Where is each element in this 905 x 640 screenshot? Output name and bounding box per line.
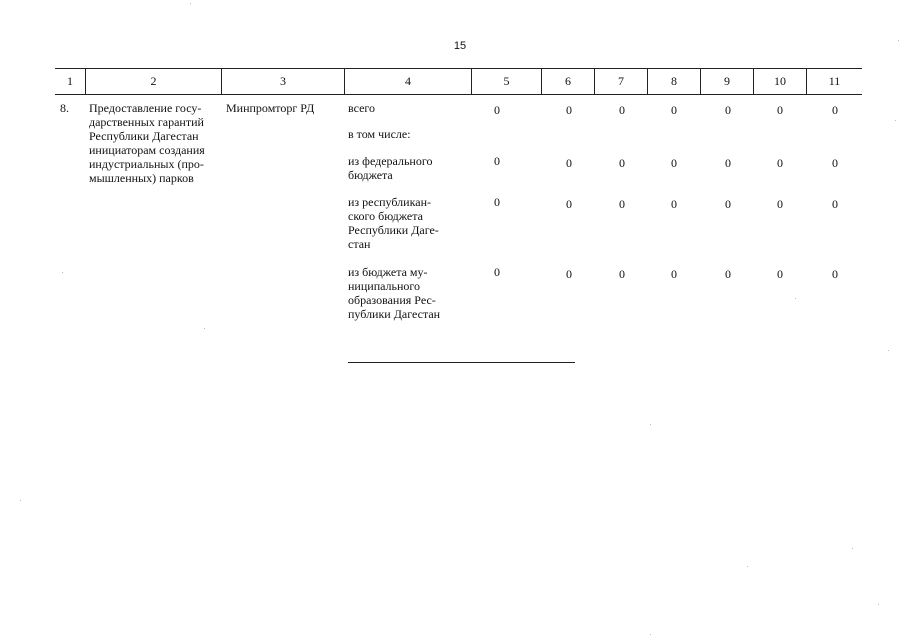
end-of-table-rule — [348, 362, 575, 363]
value-cell: 0 — [619, 103, 625, 117]
funding-source-label: из федерального — [348, 154, 433, 168]
funding-source-label: всего — [348, 101, 376, 115]
measure-name-line: индустриальных (про- — [89, 157, 204, 171]
measure-name-line: дарственных гарантий — [89, 115, 204, 129]
measure-name-line: Республики Дагестан — [89, 129, 199, 143]
value-cell: 0 — [494, 154, 500, 168]
value-cell: 0 — [725, 267, 731, 281]
value-cell: 0 — [725, 197, 731, 211]
value-cell: 0 — [494, 265, 500, 279]
value-cell: 0 — [832, 156, 838, 170]
funding-source-label: из республикан- — [348, 195, 431, 209]
measure-name-line: Предоставление госу- — [89, 101, 202, 115]
value-cell: 0 — [671, 103, 677, 117]
funding-source-label: бюджета — [348, 168, 393, 182]
value-cell: 0 — [777, 103, 783, 117]
column-header-10: 10 — [774, 74, 786, 88]
value-cell: 0 — [832, 103, 838, 117]
scan-speck — [898, 40, 899, 41]
funding-source-label: в том числе: — [348, 127, 411, 141]
column-header-11: 11 — [828, 74, 841, 88]
row-number: 8. — [60, 101, 69, 115]
funding-source-label: стан — [348, 237, 371, 251]
column-header-7: 7 — [618, 74, 624, 88]
table-header-row — [55, 68, 862, 95]
executor-cell: Минпромторг РД — [226, 101, 315, 115]
funding-source-label: из бюджета му- — [348, 265, 428, 279]
funding-source-label: Республики Даге- — [348, 223, 439, 237]
value-cell: 0 — [619, 267, 625, 281]
column-header-9: 9 — [724, 74, 730, 88]
value-cell: 0 — [671, 156, 677, 170]
column-header-4: 4 — [405, 74, 411, 88]
column-header-1: 1 — [67, 74, 73, 88]
column-header-5: 5 — [503, 74, 510, 88]
value-cell: 0 — [494, 195, 500, 209]
scan-speck — [650, 634, 651, 635]
scan-speck — [852, 548, 853, 549]
value-cell: 0 — [832, 267, 838, 281]
scan-speck — [20, 500, 21, 501]
value-cell: 0 — [566, 103, 572, 117]
value-cell: 0 — [619, 156, 625, 170]
scan-speck — [795, 298, 796, 299]
value-cell: 0 — [777, 267, 783, 281]
value-cell: 0 — [725, 156, 731, 170]
value-cell: 0 — [777, 156, 783, 170]
page-number: 15 — [453, 40, 467, 52]
value-cell: 0 — [671, 267, 677, 281]
scan-speck — [650, 424, 651, 425]
funding-source-label: ниципального — [348, 279, 421, 293]
measure-name-line: инициаторам создания — [89, 143, 205, 157]
column-header-6: 6 — [565, 74, 571, 88]
scan-speck — [895, 120, 896, 121]
column-header-3: 3 — [280, 74, 286, 88]
scan-speck — [888, 350, 889, 351]
funding-source-label: образования Рес- — [348, 293, 436, 307]
scan-speck — [747, 566, 748, 567]
value-cell: 0 — [566, 197, 572, 211]
measure-name-line: мышленных) парков — [89, 171, 194, 185]
scan-speck — [204, 328, 205, 329]
scan-speck — [62, 272, 63, 273]
value-cell: 0 — [494, 103, 500, 117]
funding-source-label: публики Дагестан — [348, 307, 441, 321]
funding-source-label: ского бюджета — [348, 209, 423, 223]
value-cell: 0 — [566, 267, 572, 281]
column-header-8: 8 — [671, 74, 677, 88]
value-cell: 0 — [777, 197, 783, 211]
value-cell: 0 — [725, 103, 731, 117]
scan-speck — [190, 3, 191, 4]
column-header-2: 2 — [150, 74, 157, 88]
scan-speck — [878, 604, 879, 605]
value-cell: 0 — [832, 197, 838, 211]
value-cell: 0 — [566, 156, 572, 170]
value-cell: 0 — [619, 197, 625, 211]
value-cell: 0 — [671, 197, 677, 211]
